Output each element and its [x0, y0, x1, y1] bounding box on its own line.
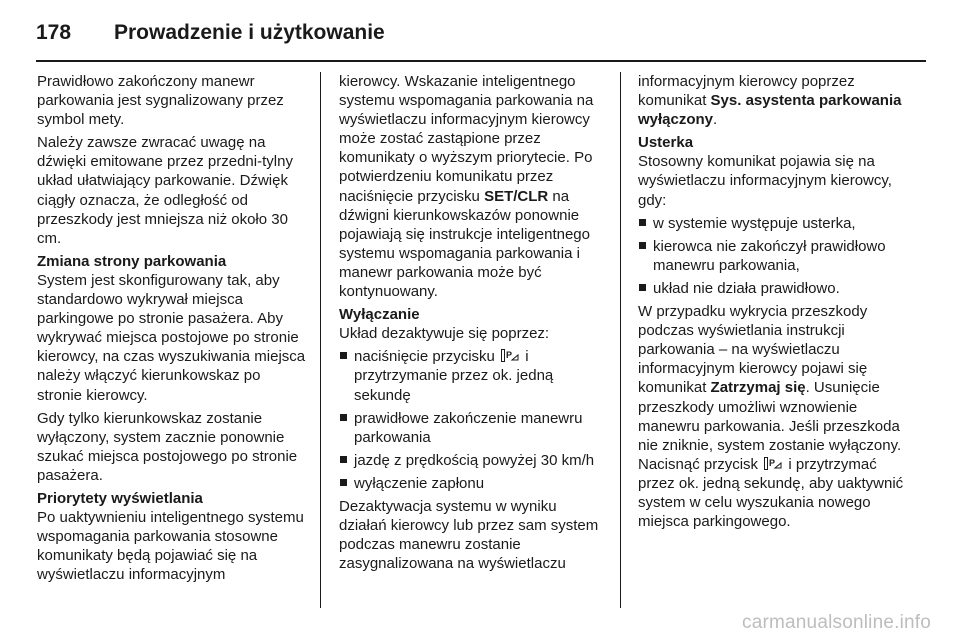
paragraph: [638, 302, 908, 531]
list-item: prawidłowe zakończenie manewru parkowania: [339, 409, 607, 447]
header-rule: [36, 60, 926, 62]
text: kierowcy. Wskazanie inteligentnego systemu wspomagania parkowania na wyświetlaczu informacyjnym kierowcy może zostać zastąpione przez komunikaty o wyższym priorytecie. Po potwierdzeniu komunikatu przez naciśnięcie przycisku: [339, 73, 594, 205]
page-title: Prowadzenie i użytkowanie: [114, 21, 385, 44]
paragraph: Układ dezaktywuje się poprzez:: [339, 325, 550, 343]
paragraph: Gdy tylko kierunkowskaz zostanie wyłączony, system zacznie ponownie szukać miejsca postojowego po stronie pasażera.: [37, 409, 298, 484]
watermark: carmanualsonline.info: [742, 612, 932, 633]
paragraph: Prawidłowo zakończony manewr parkowania jest sygnalizowany przez symbol mety.: [37, 73, 284, 129]
paragraph: [339, 72, 607, 301]
paragraph: System jest skonfigurowany tak, aby standardowo wykrywał miejsca parkingowe po stronie pasażera. Aby wykrywać miejsca postojowe po stronie kierowcy, na czas wyszukiwania miejsca należy włączyć kierunkowskaz po stronie kierowcy.: [37, 271, 306, 404]
message-name: Zatrzymaj się: [710, 379, 806, 397]
text: i przytrzymać przez ok. jedną sekundę, aby uaktywnić system w celu wyszukania nowego miejsca parkingowego.: [638, 455, 904, 531]
list-item: kierowca nie zakończył prawidłowo manewru parkowania,: [638, 237, 908, 275]
section-heading: Zmiana strony parkowania: [37, 252, 227, 270]
column-1: [37, 72, 307, 588]
page-header: [36, 10, 926, 56]
button-name: SET/CLR: [484, 187, 549, 205]
paragraph: [638, 72, 908, 129]
text: naciśnięcie przycisku: [354, 348, 495, 366]
text: na dźwigni kierunkowskazów ponownie pojawiają się instrukcje inteligentnego systemu wspomagania parkowania i manewr parkowania może być kontynuowany.: [339, 187, 590, 301]
text: .: [713, 111, 718, 129]
section-heading: Priorytety wyświetlania: [37, 489, 203, 507]
page-number: 178: [36, 21, 72, 44]
column-divider: [320, 72, 321, 608]
section-heading: Usterka: [638, 134, 694, 152]
text: W przypadku wykrycia przeszkody podczas wyświetlania instrukcji parkowania – na wyświetlaczu informacyjnym kierowcy pojawi się komunikat: [638, 303, 868, 397]
parking-assist-icon: [764, 457, 782, 470]
list-item: w systemie występuje usterka,: [638, 214, 908, 233]
list-item: jazdę z prędkością powyżej 30 km/h: [339, 451, 607, 470]
svg-text:P: P: [769, 457, 776, 468]
text: i przytrzymanie przez ok. jedną sekundę: [354, 348, 554, 404]
text: informacyjnym kierowcy poprzez komunikat: [638, 73, 855, 110]
column-3: [638, 72, 908, 535]
bullet-list: [339, 347, 607, 493]
paragraph: Dezaktywacja systemu w wyniku działań kierowcy lub przez sam system podczas manewru zostanie zasygnalizowana na wyświetlaczu: [339, 497, 599, 573]
list-item: [339, 347, 607, 404]
bullet-list: [638, 214, 908, 298]
svg-text:P: P: [506, 350, 513, 361]
column-divider: [620, 72, 621, 608]
section-heading: Wyłączanie: [339, 306, 420, 324]
list-item: układ nie działa prawidłowo.: [638, 279, 908, 298]
paragraph: Należy zawsze zwracać uwagę na dźwięki emitowane przez przedni-tylny układ ułatwiający parkowanie. Dźwięk ciągły oznacza, że odległość od przeszkody jest mniejsza niż około 30 cm.: [37, 134, 293, 247]
paragraph: Po uaktywnieniu inteligentnego systemu wspomagania parkowania stosowne komunikaty będą pojawiać się na wyświetlaczu informacyjnym: [37, 509, 304, 584]
parking-assist-icon: [501, 349, 519, 362]
list-item: wyłączenie zapłonu: [339, 474, 607, 493]
text: . Usunięcie przeszkody umożliwi wznowienie manewru parkowania. Jeśli przeszkoda nie zniknie, system zostanie wyłączony. Nacisnąć przycisk: [638, 379, 902, 473]
message-name: Sys. asystenta parkowania wyłączony: [638, 92, 902, 129]
paragraph: Stosowny komunikat pojawia się na wyświetlaczu informacyjnym kierowcy, gdy:: [638, 153, 892, 209]
column-2: [339, 72, 607, 577]
